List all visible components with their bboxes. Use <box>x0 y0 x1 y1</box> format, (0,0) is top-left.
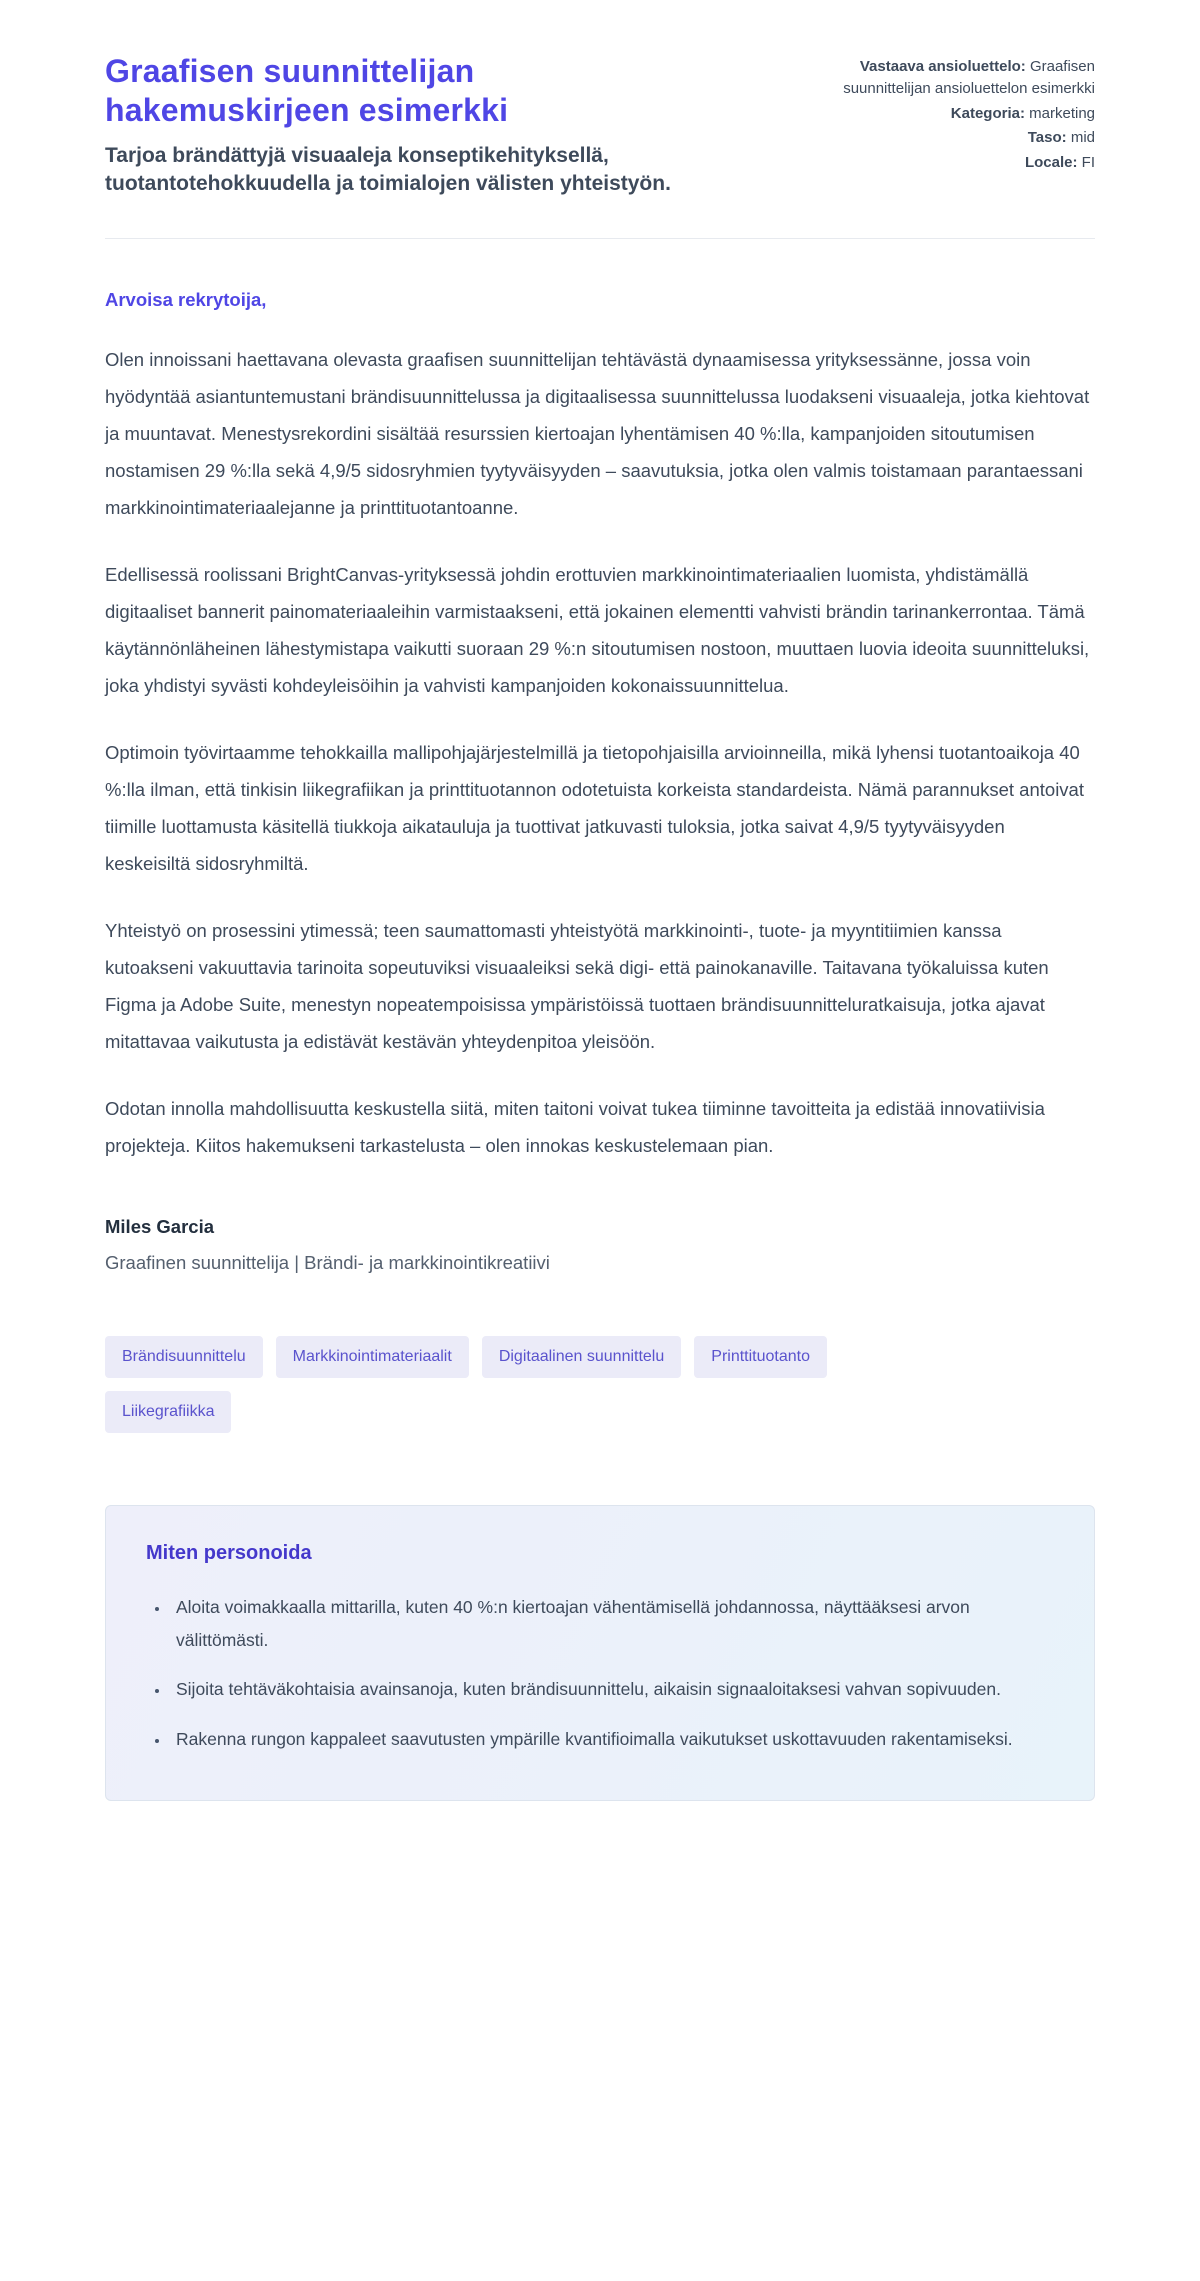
meta-label: Taso: <box>1027 129 1067 147</box>
content-column <box>105 0 1095 1871</box>
meta-panel <box>783 52 1095 177</box>
callout-title: Miten personoida <box>146 1541 312 1564</box>
header <box>105 52 1095 198</box>
callout-bullet-list <box>146 1591 1054 1756</box>
letter-paragraph: Yhteistyö on prosessini ytimessä; teen saumattomasti yhteistyötä markkinointi-, tuote- ja myyntitiimien kanssa kutoakseni vakuuttavia tarinoita sopeutuviksi visuaaleiksi sekä digi- että painokanaville. Taitavana työkaluissa kuten Figma ja Adobe Suite, menestyn nopeatempoisissa ympäristöissä tuottaen brändisuunnitteluratkaisuja, jotka ajavat mitattavaa vaikutusta ja edistävät kestävän yhteydenpitoa yleisöön. <box>105 919 1049 1052</box>
letter-paragraph: Odotan innolla mahdollisuutta keskustella siitä, miten taitoni voivat tukea tiiminne tavoitteita ja edistää innovatiivisia projekteja. Kiitos hakemukseni tarkastelusta – olen innokas keskustelemaan pian. <box>105 1097 1045 1156</box>
skill-tag: Printtituotanto <box>694 1336 827 1378</box>
meta-value: mid <box>1070 129 1095 147</box>
meta-label: Locale: <box>1024 154 1078 171</box>
callout-bullet: • Aloita voimakkaalla mittarilla, kuten 40 %:n kiertoajan vähentämisellä johdannossa, näyttääksesi arvon välittömästi. <box>170 1591 1054 1658</box>
letter-greeting: Arvoisa rekrytoija, <box>105 288 267 310</box>
signature-role: Graafinen suunnittelija | Brändi- ja markkinointikreatiivi <box>105 1251 550 1273</box>
meta-label: Kategoria: <box>950 104 1025 122</box>
letter-paragraph: Edellisessä roolissani BrightCanvas-yrityksessä johdin erottuvien markkinointimateriaalien luomista, yhdistämällä digitaaliset bannerit painomateriaaleihin varmistaakseni, että jokainen elementti vahvisti brändin tarinankerrontaa. Tämä käytännönläheinen lähestymistapa vaikutti suoraan 29 %:n sitoutumisen nostoon, muuttaen luovia ideoita suunnitteluksi, joka yhdistyi syvästi kohdeyleisöihin ja vahvisti kampanjoiden kokonaissuunnittelua. <box>105 563 1090 696</box>
meta-label: Vastaava ansioluettelo: <box>859 58 1026 75</box>
skill-tag: Liikegrafiikka <box>105 1391 231 1433</box>
personalization-callout <box>105 1505 1095 1801</box>
callout-bullet: • Sijoita tehtäväkohtaisia avainsanoja, kuten brändisuunnittelu, aikaisin signaaloitaksesi vahvan sopivuuden. <box>170 1673 1054 1706</box>
meta-value: Graafisen suunnittelijan ansioluettelon esimerkki <box>843 58 1095 97</box>
page-subtitle: Tarjoa brändättyjä visuaaleja konseptikehityksellä, tuotantotehokkuudella ja toimialojen välisten yhteistyön. <box>105 144 671 195</box>
header-title-block <box>105 52 725 198</box>
page-title: Graafisen suunnittelijan hakemuskirjeen esimerkki <box>105 53 509 129</box>
meta-level <box>783 127 1095 149</box>
skill-tag: Digitaalinen suunnittelu <box>482 1336 681 1378</box>
letter-paragraph: Optimoin työvirtaamme tehokkailla mallipohjajärjestelmillä ja tietopohjaisilla arvioinneilla, mikä lyhensi tuotantoaikoja 40 %:lla ilman, että tinkisin liikegrafiikan ja printtituotannon odotetuista korkeista standardeista. Nämä parannukset antoivat tiimille luottamusta käsitellä tiukkoja aikatauluja ja tuottivat jatkuvasti tuloksia, jotka saivat 4,9/5 tyytyväisyyden keskeisiltä sidosryhmiltä. <box>105 741 1084 874</box>
header-divider <box>105 238 1095 239</box>
meta-value: FI <box>1081 154 1095 171</box>
letter-paragraph: Olen innoissani haettavana olevasta graafisen suunnittelijan tehtävästä dynaamisessa yrityksessänne, jossa voin hyödyntää asiantuntemustani brändisuunnittelussa ja digitaalisessa suunnittelussa luodakseni visuaaleja, jotka kiehtovat ja muuntavat. Menestysrekordini sisältää resurssien kiertoajan lyhentämisen 40 %:lla, kampanjoiden sitoutumisen nostamisen 29 %:lla sekä 4,9/5 sidosryhmien tyytyväisyyden – saavutuksia, jotka olen valmis toistamaan parantaessani markkinointimateriaalejanne ja printtituotantoanne. <box>105 348 1090 518</box>
meta-matching-resume <box>783 56 1095 100</box>
meta-category <box>783 103 1095 125</box>
signature-name: Miles Garcia <box>105 1215 215 1237</box>
signature-block <box>105 1216 1095 1274</box>
callout-bullet: • Rakenna rungon kappaleet saavutusten ympärille kvantifioimalla vaikutukset uskottavuuden rakentamiseksi. <box>170 1723 1054 1756</box>
meta-locale <box>783 152 1095 174</box>
skill-tag-list <box>105 1336 865 1433</box>
skill-tag: Markkinointimateriaalit <box>276 1336 469 1378</box>
cover-letter <box>105 289 1095 1274</box>
meta-value: marketing <box>1029 104 1095 122</box>
skill-tag: Brändisuunnittelu <box>105 1336 263 1378</box>
